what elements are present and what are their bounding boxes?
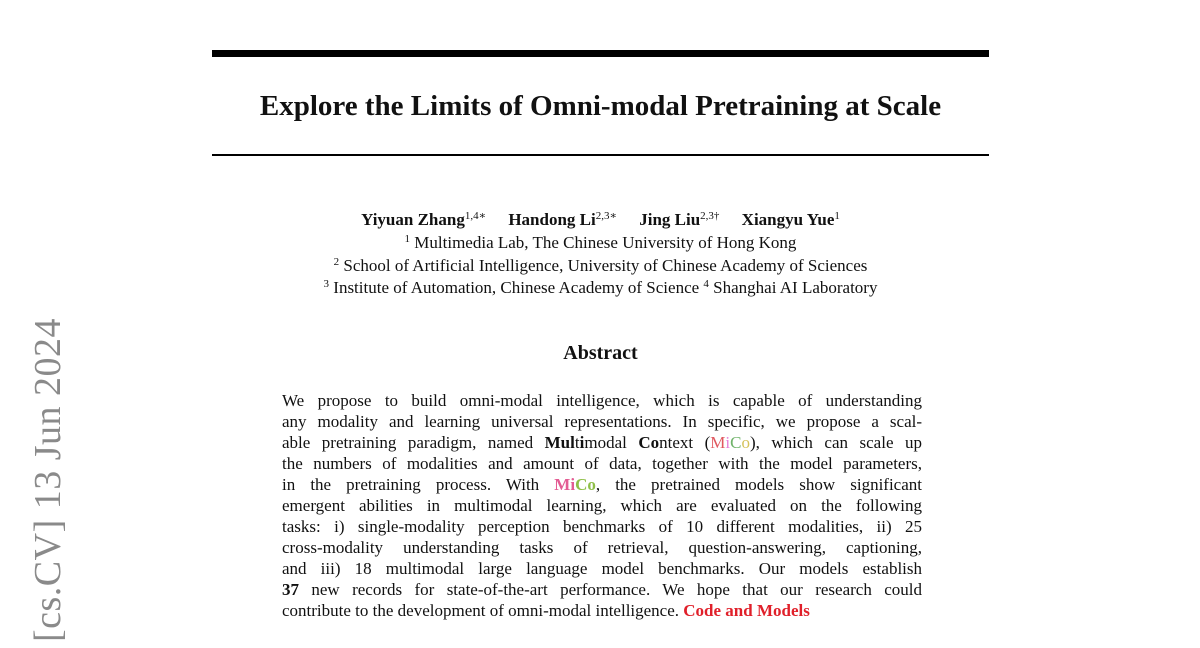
mico-name: MiCo xyxy=(710,433,750,452)
author-marks: 1 xyxy=(834,210,840,222)
author: Xiangyu Yue$^1$ xyxy=(741,210,840,229)
abstract-line: able pretraining paradigm, named Multimodal Context (MiCo), which can scale up xyxy=(282,433,922,452)
title-top-rule xyxy=(212,50,989,57)
code-and-models-link[interactable]: Code and Models xyxy=(683,601,810,620)
mico-link[interactable]: MiCo xyxy=(554,475,596,494)
author-marks: 2,3† xyxy=(700,210,720,222)
abstract-line: contribute to the development of omni-modal intelligence. Code and Models xyxy=(282,601,810,620)
affiliation: $^2$ School of Artificial Intelligence, University of Chinese Academy of Sciences xyxy=(333,256,868,275)
title-bottom-rule xyxy=(212,154,989,156)
author-marks: 1,4∗ xyxy=(464,210,487,222)
abstract-line: tasks: i) single-modality perception benchmarks of 10 different modalities, ii) 25 xyxy=(282,517,922,536)
abstract-line: 37 new records for state-of-the-art performance. We hope that our research could xyxy=(282,580,922,599)
author: Jing Liu$^{2,3\dagger}$ xyxy=(639,210,720,229)
abstract-line: in the pretraining process. With MiCo, the pretrained models show significant xyxy=(282,475,922,494)
abstract-line: We propose to build omni-modal intelligence, which is capable of understanding xyxy=(282,391,922,410)
affiliation: $^1$ Multimedia Lab, The Chinese University of Hong Kong xyxy=(404,233,797,252)
author-list xyxy=(212,208,989,232)
abstract-line: the numbers of modalities and amount of data, together with the model parameters, xyxy=(282,454,922,473)
author: Yiyuan Zhang$^{1,4∗}$ xyxy=(361,210,487,229)
paper-title: Explore the Limits of Omni-modal Pretraining at Scale xyxy=(259,90,942,122)
affiliation: $^3$ Institute of Automation, Chinese Academy of Science $^4$ Shanghai AI Laboratory xyxy=(323,278,878,297)
arxiv-stamp: [cs.CV] 13 Jun 2024 xyxy=(27,317,69,643)
abstract-line: any modality and learning universal representations. In specific, we propose a scal- xyxy=(282,412,922,431)
author-marks: 2,3∗ xyxy=(595,210,617,222)
author: Handong $Li^{2,3∗}$ xyxy=(508,210,617,229)
abstract-heading: Abstract xyxy=(563,342,638,364)
abstract-line: emergent abilities in multimodal learning, which are evaluated on the following xyxy=(282,496,922,515)
abstract-line: and iii) 18 multimodal large language model benchmarks. Our models establish xyxy=(282,559,922,578)
abstract-line: cross-modality understanding tasks of retrieval, question-answering, captioning, xyxy=(282,538,922,557)
